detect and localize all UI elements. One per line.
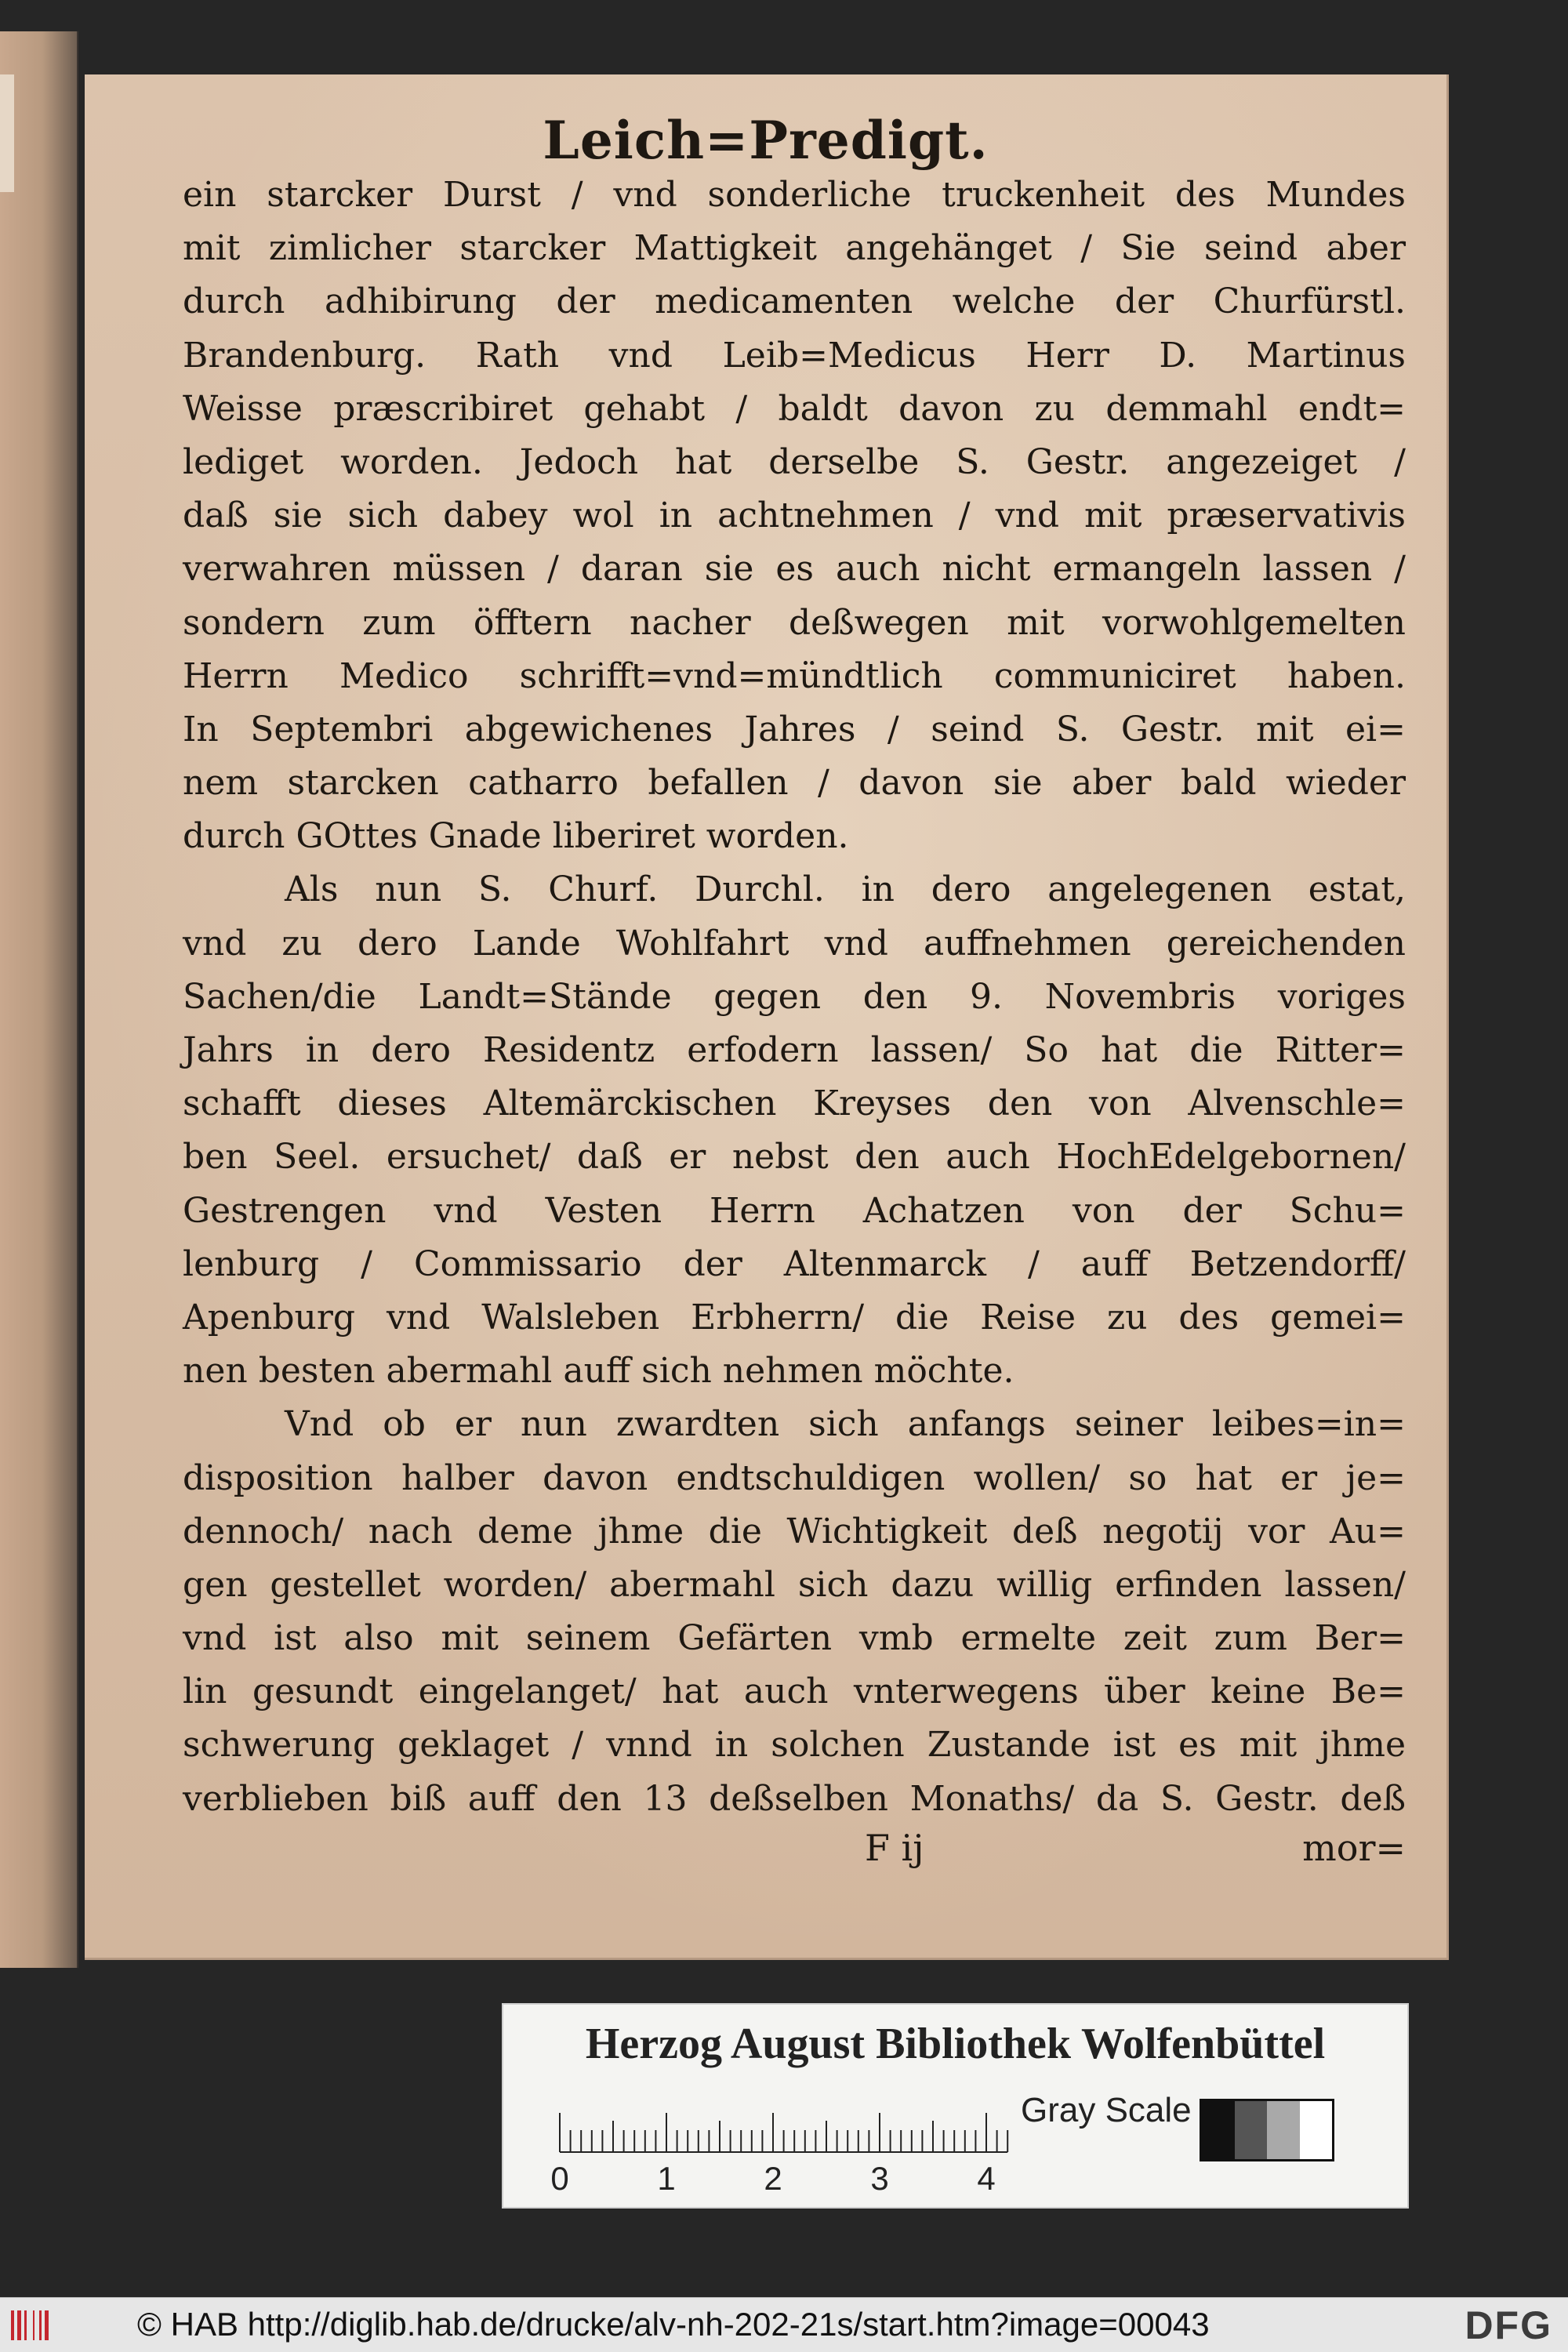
ruler-number: 2 bbox=[764, 2160, 782, 2197]
ruler-number: 4 bbox=[977, 2160, 996, 2197]
gray-swatch bbox=[1202, 2101, 1235, 2159]
institution-name: Herzog August Bibliothek Wolfenbüttel bbox=[585, 2020, 1326, 2068]
text-line: lenburg / Commissario der Altenmarck / auff Betzendorff/ bbox=[183, 1243, 1406, 1284]
gray-swatch bbox=[1300, 2101, 1333, 2159]
running-head: Leich=Predigt. bbox=[543, 110, 989, 171]
text-line: nen besten abermahl auff sich nehmen möchte. bbox=[183, 1351, 1014, 1392]
text-line: Sachen/die Landt=Stände gegen den 9. Novembris voriges bbox=[183, 976, 1406, 1017]
text-line: Brandenburg. Rath vnd Leib=Medicus Herr D. Martinus bbox=[183, 335, 1406, 376]
color-calibration-card bbox=[502, 2003, 1409, 2209]
ruler-number: 3 bbox=[870, 2160, 889, 2197]
ruler-number: 0 bbox=[550, 2160, 569, 2197]
text-line: vnd ist also mit seinem Gefärten vmb ermelte zeit zum Ber= bbox=[183, 1618, 1406, 1659]
source-url-text: © HAB http://diglib.hab.de/drucke/alv-nh-202-21s/start.htm?image=00043 bbox=[137, 2306, 1210, 2343]
text-line: nem starcken catharro befallen / davon sie aber bald wieder bbox=[183, 763, 1406, 804]
text-line: lediget worden. Jedoch hat derselbe S. Gestr. angezeiget / bbox=[183, 441, 1406, 482]
text-line: verblieben biß auff den 13 deßselben Monaths/ da S. Gestr. deß bbox=[183, 1778, 1406, 1819]
text-line: ben Seel. ersuchet/ daß er nebst den auch HochEdelgebornen/ bbox=[183, 1137, 1406, 1178]
gray-scale-label: Gray Scale bbox=[1021, 2091, 1192, 2129]
text-line: disposition halber davon endtschuldigen wollen/ so hat er je= bbox=[183, 1457, 1406, 1498]
text-line: daß sie sich dabey wol in achtnehmen / vnd mit præservativis bbox=[183, 495, 1406, 536]
dfg-logo: DFG bbox=[1465, 2303, 1552, 2347]
book-page bbox=[85, 74, 1449, 1960]
text-line: schwerung geklaget / vnnd in solchen Zustande ist es mit jhme bbox=[183, 1725, 1406, 1766]
text-line: Gestrengen vnd Vesten Herrn Achatzen von der Schu= bbox=[183, 1190, 1406, 1231]
text-line: verwahren müssen / daran sie es auch nicht ermangeln lassen / bbox=[183, 549, 1406, 590]
text-line: durch adhibirung der medicamenten welche der Churfürstl. bbox=[183, 281, 1406, 322]
facing-page-edge bbox=[0, 31, 78, 1968]
text-line: Vnd ob er nun zwardten sich anfangs seiner leibes=in= bbox=[285, 1404, 1406, 1445]
text-line: Weisse præscribiret gehabt / baldt davon zu demmahl endt= bbox=[183, 388, 1406, 429]
text-line: Apenburg vnd Walsleben Erbherrn/ die Reise zu des gemei= bbox=[183, 1297, 1406, 1338]
gray-swatch bbox=[1267, 2101, 1300, 2159]
text-line: gen gestellet worden/ abermahl sich dazu willig erfinden lassen/ bbox=[183, 1564, 1406, 1605]
ruler bbox=[543, 2091, 1013, 2201]
text-line: durch GOttes Gnade liberiret worden. bbox=[183, 816, 849, 857]
text-line: ein starcker Durst / vnd sonderliche truckenheit des Mundes bbox=[183, 175, 1406, 215]
text-line: sondern zum öfftern nacher deßwegen mit vorwohlgemelten bbox=[183, 602, 1406, 643]
text-line: vnd zu dero Lande Wohlfahrt vnd auffnehmen gereichenden bbox=[183, 923, 1406, 964]
viewer-footer bbox=[0, 2297, 1568, 2352]
signature-mark: F ij bbox=[865, 1827, 924, 1869]
catchword: mor= bbox=[1302, 1827, 1406, 1869]
facing-page-strip bbox=[0, 74, 14, 192]
ruler-number: 1 bbox=[657, 2160, 676, 2197]
text-line: lin gesundt eingelanget/ hat auch vnterwegens über keine Be= bbox=[183, 1671, 1406, 1712]
text-line: Herrn Medico schrifft=vnd=mündtlich communiciret haben. bbox=[183, 655, 1406, 696]
text-line: Jahrs in dero Residentz erfodern lassen/ So hat die Ritter= bbox=[183, 1030, 1406, 1070]
page-footer-line bbox=[183, 1827, 1406, 1880]
barcode-icon bbox=[9, 2309, 66, 2342]
page-body-text bbox=[183, 169, 1406, 1826]
text-line: Als nun S. Churf. Durchl. in dero angelegenen estat, bbox=[285, 869, 1406, 910]
gray-scale-swatches bbox=[1200, 2099, 1334, 2161]
text-line: In Septembri abgewichenes Jahres / seind S. Gestr. mit ei= bbox=[183, 709, 1406, 750]
gray-swatch bbox=[1235, 2101, 1268, 2159]
text-line: dennoch/ nach deme jhme die Wichtigkeit deß negotij vor Au= bbox=[183, 1511, 1406, 1552]
text-line: schafft dieses Altemärckischen Kreyses den von Alvenschle= bbox=[183, 1083, 1406, 1124]
text-line: mit zimlicher starcker Mattigkeit angehänget / Sie seind aber bbox=[183, 228, 1406, 269]
